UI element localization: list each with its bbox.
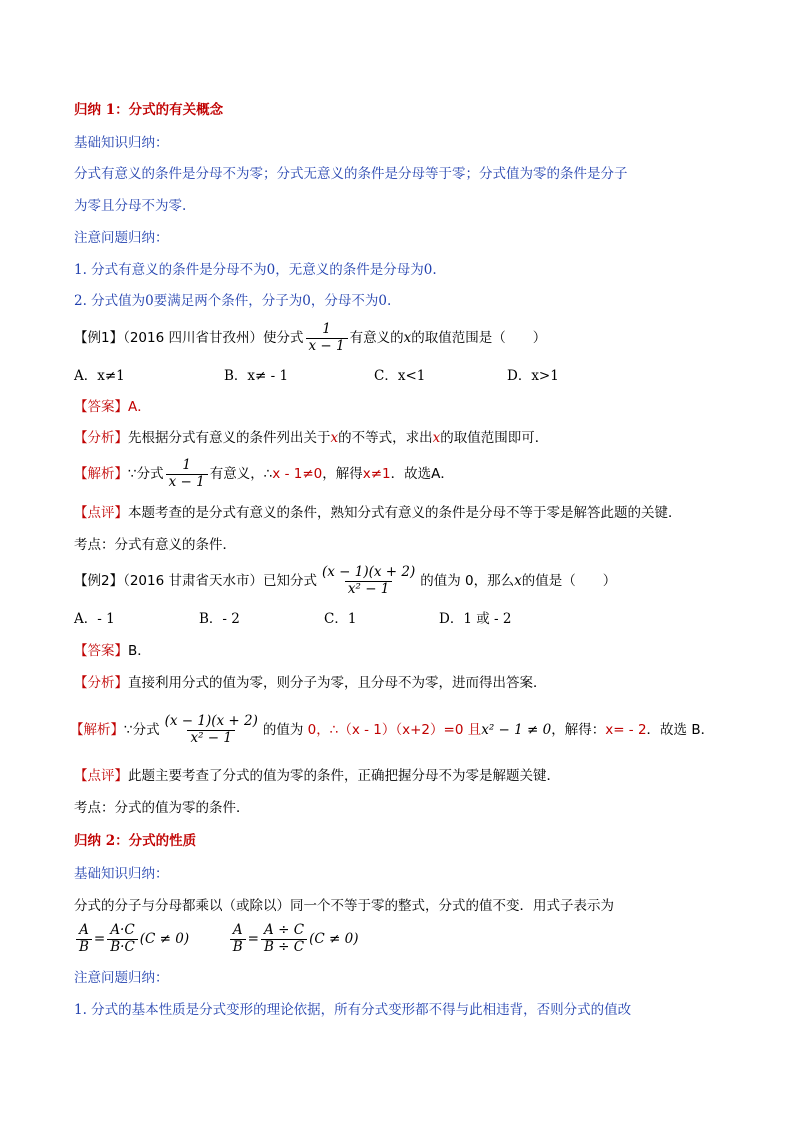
solution-text: 的值为 <box>262 722 308 738</box>
analysis-tag: 【分析】 <box>74 430 128 446</box>
solution-tag: 【解析】 <box>70 722 124 738</box>
analysis-text: 的不等式，求出 <box>338 430 433 446</box>
example-2-options <box>74 609 564 629</box>
variable-x: x <box>330 430 339 446</box>
example-1-prefix: 【例1】（2016 四川省甘孜州）使分式 <box>74 330 304 346</box>
equals-sign: = <box>93 931 106 947</box>
section-1-basic-text-2: 为零且分母不为零. <box>74 198 187 214</box>
fraction-numerator: A·C <box>110 922 135 939</box>
fraction-denominator: x − 1 <box>166 474 208 491</box>
example-1-comment <box>74 503 682 523</box>
option-d: D．1 或 - 2 <box>439 611 512 627</box>
section-1-note-label: 注意问题归纳： <box>74 230 169 246</box>
option-c: C．x<1 <box>374 368 426 384</box>
fraction-denominator: x² − 1 <box>187 730 235 747</box>
example-1-answer <box>74 397 151 417</box>
fraction-numerator: A ÷ C <box>264 922 305 939</box>
section-1-basic-text-1: 分式有意义的条件是分母不为零；分式无意义的条件是分母等于零；分式值为零的条件是分子 <box>74 166 628 182</box>
example-2-comment <box>74 766 560 786</box>
analysis-text: 先根据分式有意义的条件列出关于 <box>128 430 331 446</box>
section-2-basic-label: 基础知识归纳： <box>74 866 169 882</box>
option-d: D．x>1 <box>507 368 559 384</box>
solution-math: x² − 1 ≠ 0 <box>481 722 552 738</box>
example-1-analysis <box>74 428 548 448</box>
comment-text: 此题主要考查了分式的值为零的条件，正确把握分母不为零是解题关键． <box>128 768 560 784</box>
fraction-denominator: x² − 1 <box>345 581 393 598</box>
fraction-numerator: (x − 1)(x + 2) <box>164 712 258 729</box>
formula-1-condition: (C ≠ 0) <box>139 931 190 947</box>
solution-text: ，解得： <box>551 722 606 738</box>
example-2-suffix-end: 的值是（ ） <box>521 573 617 589</box>
fraction-denominator: B ÷ C <box>261 939 307 956</box>
section-1-note-1: 1. 分式有意义的条件是分母不为0，无意义的条件是分母为0. <box>74 262 437 278</box>
solution-math: x - 1≠0 <box>272 466 323 482</box>
solution-text: 有意义，∴ <box>209 466 273 482</box>
solution-math: 0 <box>307 722 317 738</box>
example-1-question <box>74 320 546 356</box>
formula-2-rhs <box>261 923 307 955</box>
solution-math: x= - 2 <box>605 722 647 738</box>
section-1-note-2: 2. 分式值为0要满足两个条件，分子为0，分母不为0. <box>74 293 392 309</box>
fraction-denominator: x − 1 <box>306 338 348 355</box>
variable-x: x <box>432 430 441 446</box>
option-a: A．- 1 <box>74 611 115 627</box>
solution-math: x≠1 <box>362 466 391 482</box>
option-b: B．x≠ - 1 <box>224 368 289 384</box>
analysis-text: 的取值范围即可． <box>440 430 549 446</box>
option-a: A．x≠1 <box>74 368 125 384</box>
example-2-fraction <box>319 565 418 597</box>
solution-fraction <box>162 714 261 746</box>
answer-tag: 【答案】 <box>74 643 128 659</box>
option-b: B．- 2 <box>199 611 240 627</box>
example-1-suffix-end: 的取值范围是（ ） <box>411 330 547 346</box>
fraction-denominator: B <box>76 939 92 956</box>
section-1-basic-label: 基础知识归纳： <box>74 135 169 151</box>
comment-text: 本题考查的是分式有意义的条件，熟知分式有意义的条件是分母不等于零是解答此题的关键． <box>128 505 682 521</box>
formula-1-lhs <box>76 923 92 955</box>
formula-2-lhs <box>230 923 246 955</box>
solution-text: ，∴（x - 1）（x+2）=0 且 <box>316 722 482 738</box>
solution-text: ．故选 B． <box>646 722 715 738</box>
example-1-kaodian: 考点：分式有意义的条件． <box>74 537 236 553</box>
formula-1-rhs <box>107 923 138 955</box>
example-2-answer <box>74 641 151 661</box>
solution-tag: 【解析】 <box>74 466 128 482</box>
section-2-note-1: 1. 分式的基本性质是分式变形的理论依据，所有分式变形都不得与此相违背，否则分式的值改 <box>74 1002 632 1018</box>
example-1-suffix: 有意义的 <box>349 330 404 346</box>
equals-sign: = <box>247 931 259 947</box>
fraction-numerator: A <box>232 922 243 939</box>
option-c: C．1 <box>324 611 357 627</box>
example-2-suffix: 的值为 0，那么 <box>420 573 515 589</box>
comment-tag: 【点评】 <box>74 505 128 521</box>
solution-text: ∵分式 <box>124 722 160 738</box>
section-2-basic-text: 分式的分子与分母都乘以（或除以）同一个不等于零的整式，分式的值不变．用式子表示为 <box>74 898 614 914</box>
example-2-prefix: 【例2】（2016 甘肃省天水市）已知分式 <box>74 573 317 589</box>
analysis-tag: 【分析】 <box>74 675 128 691</box>
formula-2-condition: (C ≠ 0) <box>309 931 359 947</box>
variable-x: x <box>403 330 412 346</box>
example-1-solution <box>74 456 454 492</box>
fraction-numerator: (x − 1)(x + 2) <box>322 563 416 580</box>
section-2-formula-row <box>74 918 358 960</box>
solution-fraction <box>166 458 208 490</box>
comment-tag: 【点评】 <box>74 768 128 784</box>
analysis-text: 直接利用分式的值为零，则分子为零，且分母不为零，进而得出答案． <box>128 675 547 691</box>
section-1-title: 归纳 1：分式的有关概念 <box>74 102 224 118</box>
fraction-numerator: 1 <box>182 456 191 473</box>
fraction-denominator: B·C <box>107 939 138 956</box>
solution-text: ∵分式 <box>128 466 164 482</box>
solution-text: ，解得 <box>322 466 363 482</box>
answer-value: A． <box>128 399 151 415</box>
fraction-denominator: B <box>230 939 246 956</box>
example-2-question <box>74 562 616 600</box>
example-1-fraction <box>306 322 348 354</box>
example-2-analysis <box>74 673 547 693</box>
fraction-numerator: A <box>79 922 89 939</box>
example-1-options <box>74 366 559 386</box>
fraction-numerator: 1 <box>322 320 331 337</box>
example-2-solution <box>70 710 714 750</box>
example-2-kaodian: 考点：分式的值为零的条件． <box>74 800 250 816</box>
solution-text: ．故选A． <box>390 466 454 482</box>
answer-value: B． <box>128 643 151 659</box>
section-2-title: 归纳 2：分式的性质 <box>74 833 197 849</box>
variable-x: x <box>514 573 522 589</box>
section-2-note-label: 注意问题归纳： <box>74 970 169 986</box>
answer-tag: 【答案】 <box>74 399 128 415</box>
